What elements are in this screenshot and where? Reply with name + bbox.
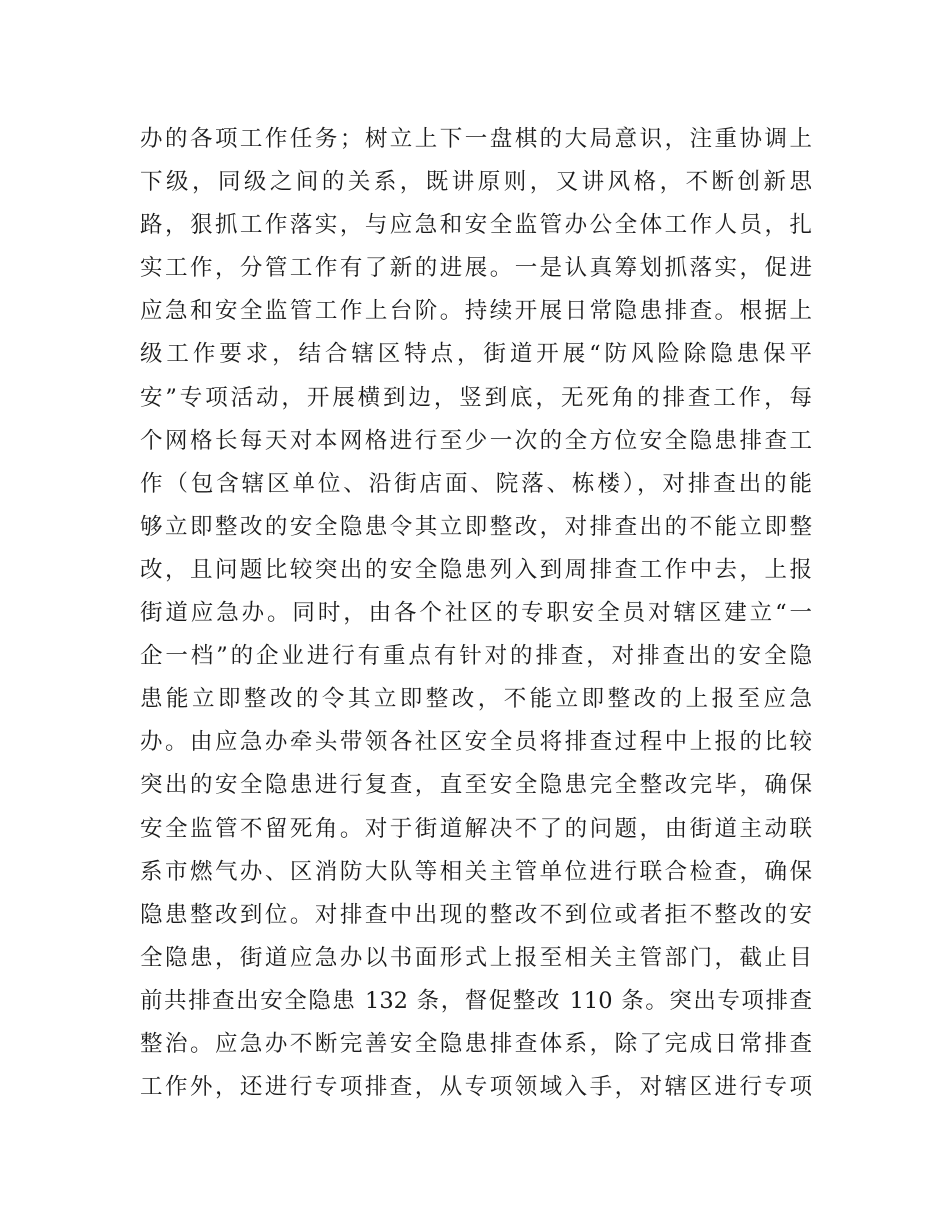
- text-line: 作（包含辖区单位、沿街店面、院落、栋楼），对排查出的能: [140, 470, 812, 497]
- text-line: 级工作要求，结合辖区特点，街道开展“防风险除隐患保平: [140, 341, 812, 368]
- text-line: 系市燃气办、区消防大队等相关主管单位进行联合检查，确保: [140, 858, 812, 885]
- text-line: 路，狠抓工作落实，与应急和安全监管办公全体工作人员，扎: [140, 212, 812, 239]
- text-line: 全隐患，街道应急办以书面形式上报至相关主管部门，截止目: [140, 944, 812, 971]
- text-line: 改，且问题比较突出的安全隐患列入到周排查工作中去，上报: [140, 556, 812, 583]
- text-line: 整治。应急办不断完善安全隐患排查体系，除了完成日常排查: [140, 1030, 812, 1057]
- text-line: 够立即整改的安全隐患令其立即整改，对排查出的不能立即整: [140, 513, 812, 540]
- text-line: 下级，同级之间的关系，既讲原则，又讲风格，不断创新思: [140, 169, 812, 196]
- body-paragraph: [140, 118, 812, 1109]
- text-line: 应急和安全监管工作上台阶。持续开展日常隐患排查。根据上: [140, 298, 812, 325]
- text-line: 前共排查出安全隐患 132 条，督促整改 110 条。突出专项排查: [140, 987, 812, 1014]
- text-line: 办。由应急办牵头带领各社区安全员将排查过程中上报的比较: [140, 729, 812, 756]
- text-line: 隐患整改到位。对排查中出现的整改不到位或者拒不整改的安: [140, 901, 812, 928]
- text-line: 实工作，分管工作有了新的进展。一是认真筹划抓落实，促进: [140, 255, 812, 282]
- text-line: 工作外，还进行专项排查，从专项领域入手，对辖区进行专项: [140, 1074, 812, 1101]
- text-line: 个网格长每天对本网格进行至少一次的全方位安全隐患排查工: [140, 427, 812, 454]
- text-line: 办的各项工作任务；树立上下一盘棋的大局意识，注重协调上: [140, 126, 812, 152]
- text-line: 企一档”的企业进行有重点有针对的排查，对排查出的安全隐: [140, 643, 812, 670]
- text-line: 患能立即整改的令其立即整改，不能立即整改的上报至应急: [140, 686, 812, 713]
- text-line: 街道应急办。同时，由各个社区的专职安全员对辖区建立“一: [140, 600, 812, 627]
- text-line: 安全监管不留死角。对于街道解决不了的问题，由街道主动联: [140, 815, 812, 842]
- text-line: 安”专项活动，开展横到边，竖到底，无死角的排查工作，每: [140, 384, 812, 411]
- text-line: 突出的安全隐患进行复查，直至安全隐患完全整改完毕，确保: [140, 772, 812, 799]
